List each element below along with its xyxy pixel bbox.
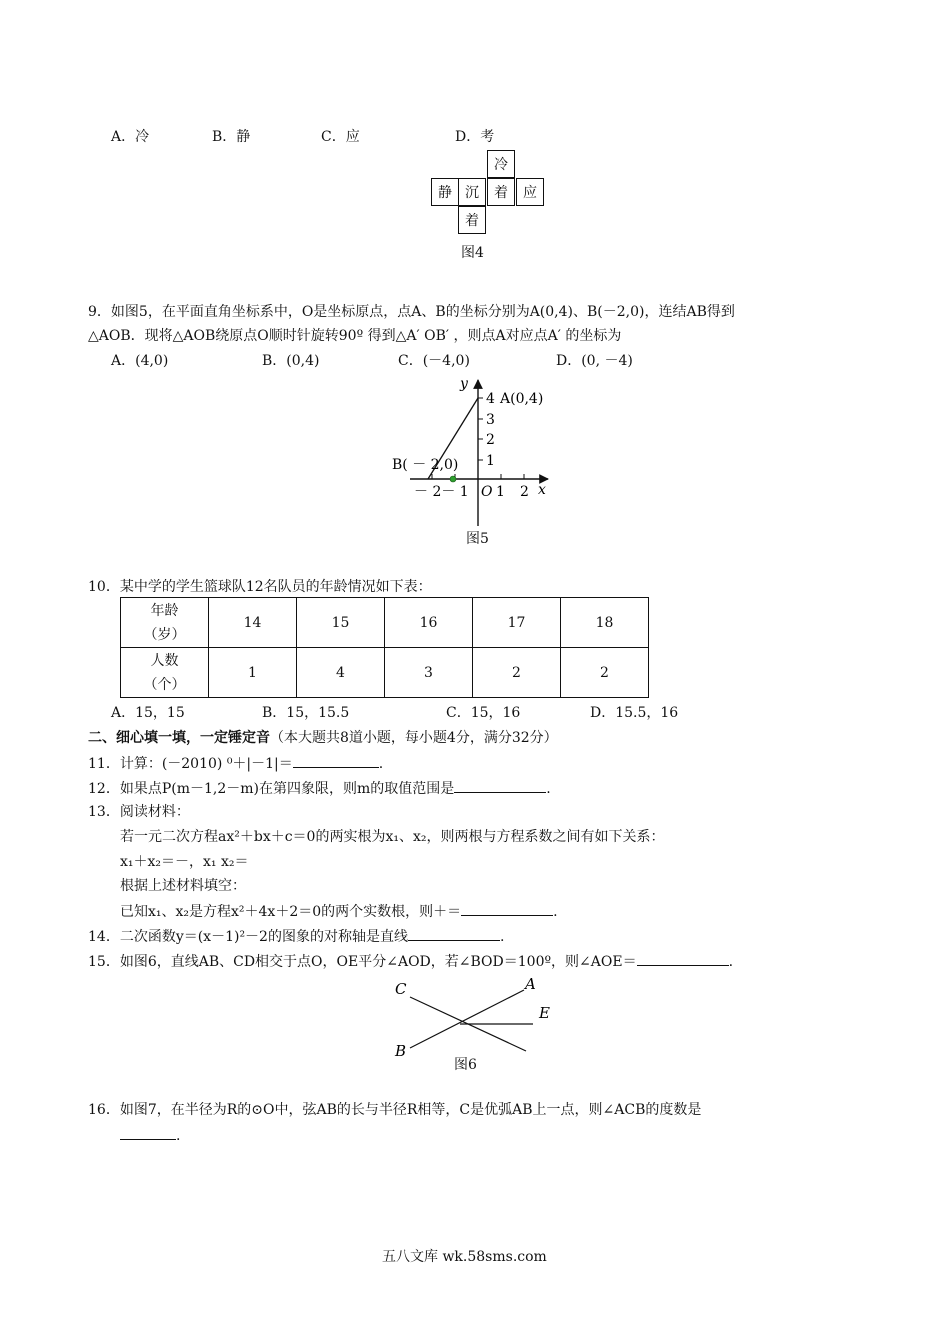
age-table [120,597,649,698]
q12: 12．如果点P(m－1,2－m)在第四象限，则m的取值范围是 . [88,781,551,797]
q10-option-c: C．15，16 [446,705,521,721]
table-cell: 18 [561,598,649,648]
point-b-label: B( － 2,0) [392,457,459,473]
q16-line-1: 16．如图7，在半径为R的⊙O中，弦AB的长与半径R相等，C是优弧AB上一点，则∠ACB的度数是 [88,1102,702,1118]
answer-blank [461,902,553,916]
table-cell: 14 [209,598,297,648]
table-cell: 15 [297,598,385,648]
q9-line-2: △AOB．现将△AOB绕原点O顺时针旋转90º 得到△A′ OB′ ，则点A对应点A′ 的坐标为 [88,328,622,344]
q14: 14．二次函数y＝(x－1)²－2的图象的对称轴是直线 . [88,929,505,945]
q11: 11．计算：(－2010) ⁰＋|－1|＝ . [88,756,384,772]
origin-label: O [481,484,493,500]
section-2-note: （本大题共8道小题，每小题4分，满分32分） [270,730,558,746]
answer-blank [120,1126,176,1140]
label-b: B [395,1042,407,1060]
q9-option-b: B．(0,4) [262,353,320,369]
table-cell: 17 [473,598,561,648]
table-cell: 16 [385,598,473,648]
net-cell-top: 冷 [487,150,515,178]
footer-watermark: 五八文库 wk.58sms.com [382,1249,547,1265]
figure-4-caption: 图4 [461,245,484,261]
answer-blank [408,927,500,941]
q10-stem: 10．某中学的学生篮球队12名队员的年龄情况如下表： [88,579,432,595]
label-c: C [395,980,407,998]
x-tick-2: 2 [520,484,529,500]
point-a-label: A(0,4) [500,391,544,407]
label-e: E [539,1004,550,1022]
y-tick-1: 1 [486,453,495,469]
section-2-heading [88,729,558,747]
table-cell: 2 [561,648,649,698]
figure-6-intersecting-lines [388,974,558,1064]
net-cell-right: 着 [487,178,515,206]
x-axis-label: x [538,482,546,498]
table-cell: 4 [297,648,385,698]
figure-5-coordinate-plane [380,370,570,530]
table-cell: 1 [209,648,297,698]
table-row [121,648,649,698]
label-a: A [525,975,536,993]
q13-line-1: 若一元二次方程ax²＋bx＋c＝0的两实根为x₁、x₂，则两根与方程系数之间有如下关系： [120,829,665,845]
x-tick-1: 1 [496,484,505,500]
table-cell: 2 [473,648,561,698]
q8-option-a: A．冷 [111,129,150,145]
q8-option-b: B．静 [212,129,251,145]
y-axis-label: y [460,376,468,392]
y-tick-2: 2 [486,432,495,448]
q13-title: 13．阅读材料： [88,804,190,820]
point-b-marker [450,476,456,482]
table-header-age: 年龄 （岁） [121,598,209,648]
q9-option-d: D．(0, －4) [556,353,633,369]
figure-6-caption: 图6 [454,1057,477,1073]
table-cell: 3 [385,648,473,698]
net-cell-left: 静 [431,178,459,206]
net-cell-center: 沉 [458,178,486,206]
line-ab [410,990,524,1048]
q13-line-3: 根据上述材料填空： [120,878,246,894]
table-header-count: 人数 （个） [121,648,209,698]
q8-option-d: D．考 [455,129,495,145]
net-cell-far-right: 应 [516,178,544,206]
q10-option-a: A．15，15 [111,705,185,721]
q9-option-a: A．(4,0) [111,353,169,369]
answer-blank [637,952,729,966]
table-row [121,598,649,648]
net-cell-bottom: 着 [458,206,486,234]
answer-blank [454,779,546,793]
figure-5-caption: 图5 [466,531,489,547]
q8-option-c: C．应 [321,129,360,145]
q10-option-d: D．15.5，16 [590,705,679,721]
q13-line-4: 已知x₁、x₂是方程x²＋4x＋2＝0的两个实数根，则＋＝ . [120,904,558,920]
y-tick-3: 3 [486,412,495,428]
y-tick-4: 4 [486,391,495,407]
section-2-title: 二、细心填一填，一定锤定音 [88,730,270,746]
q15: 15．如图6，直线AB、CD相交于点O，OE平分∠AOD，若∠BOD＝100º，则∠AOE＝ . [88,954,734,970]
q16-line-2: . [120,1126,180,1145]
q10-option-b: B．15，15.5 [262,705,350,721]
x-ticks-negative: － 2－ 1 [414,484,469,500]
q9-line-1: 9．如图5，在平面直角坐标系中，O是坐标原点，点A、B的坐标分别为A(0,4)、B(－2,0)，连结AB得到 [88,304,735,320]
answer-blank [293,754,379,768]
q13-line-2: x₁＋x₂＝－，x₁ x₂＝ [120,854,249,870]
q9-option-c: C．(－4,0) [398,353,470,369]
